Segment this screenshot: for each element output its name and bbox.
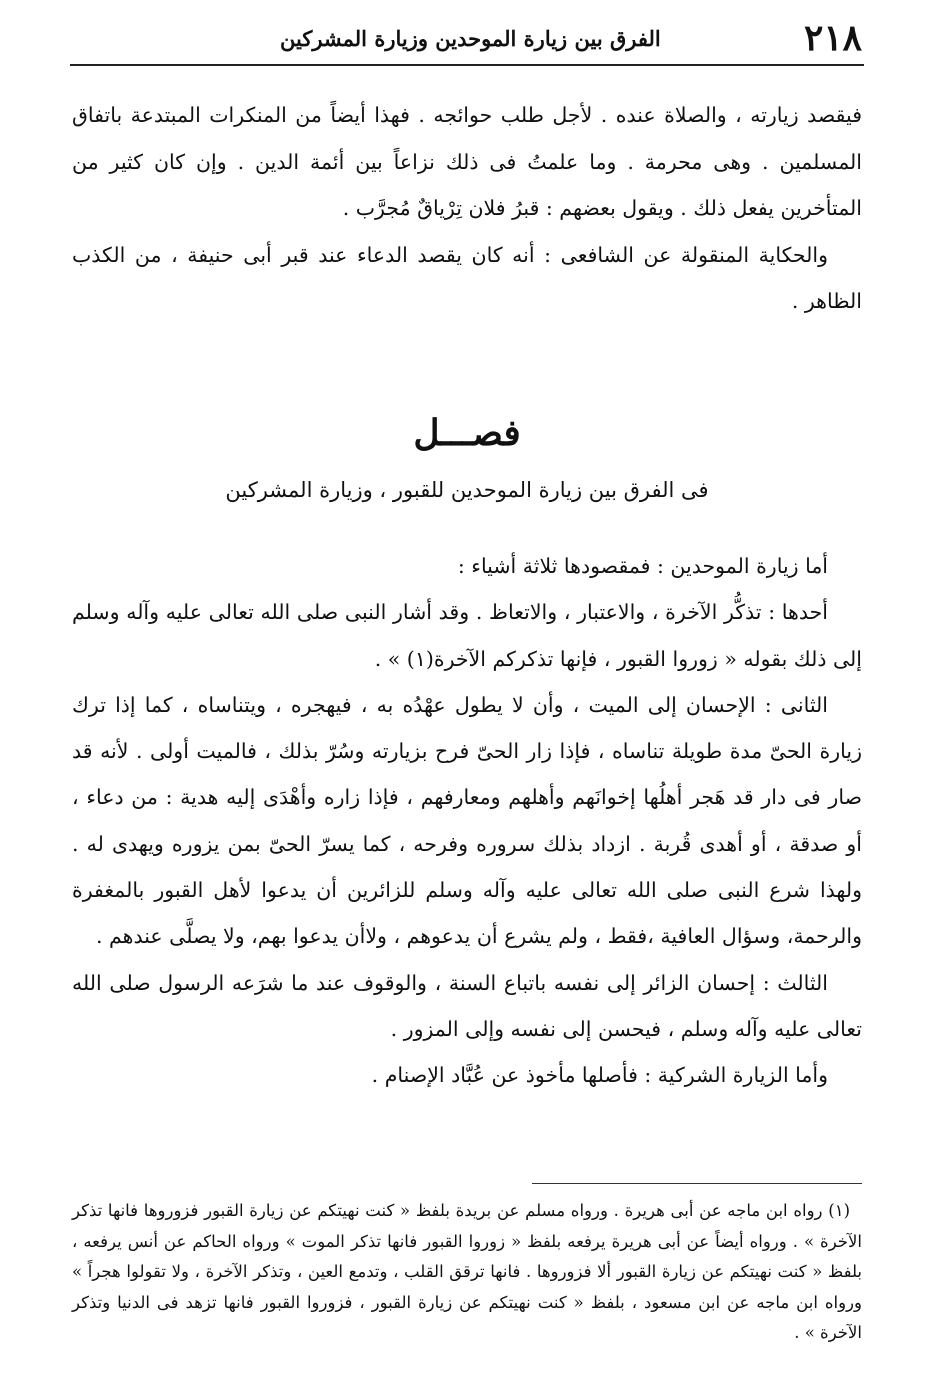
section-heading: فصـــل (413, 412, 521, 454)
section-paragraph: الثانى : الإحسان إلى الميت ، وأن لا يطول عهْدُه به ، فيهجره ، ويتناساه ، كما إذا ترك زيارة الحىّ مدة طويلة تناساه ، فإذا زار الحىّ فرح بزيارته وسُرّ بذلك ، فالميت أولى . لأنه قد صار فى دار قد هَجر أهلُها إخوانَهم وأهلهم ومعارفهم ، فإذا زاره وأهْدَى إليه هدية : من دعاء ، أو صدقة ، أو أهدى قُربة . ازداد بذلك سروره وفرحه ، كما يسرّ الحىّ بمن يزوره ويهدى له . ولهذا شرع النبى صلى الله تعالى عليه وآله وسلم للزائرين أن يدعوا لأهل القبور بالمغفرة والرحمة، وسؤال العافية ،فقط ، ولم يشرع أن يدعوهم ، ولاأن يدعوا بهم، ولا يصلَّى عندهم . (72, 692, 862, 949)
intro-paragraph: والحكاية المنقولة عن الشافعى : أنه كان يقصد الدعاء عند قبر أبى حنيفة ، من الكذب الظاهر . (72, 242, 862, 313)
intro-text (72, 92, 862, 325)
section-subheading: فى الفرق بين زيارة الموحدين للقبور ، وزيارة المشركين (225, 478, 709, 502)
section-body (72, 543, 862, 1099)
footnotes (72, 1196, 862, 1349)
intro-paragraph: فيقصد زيارته ، والصلاة عنده . لأجل طلب حوائجه . فهذا أيضاً من المنكرات المبتدعة باتفاق المسلمين . وهى محرمة . وما علمتُ فى ذلك نزاعاً بين أئمة الدين . وإن كان كثير من المتأخرين يفعل ذلك . ويقول بعضهم : قبرُ فلان تِرْياقٌ مُجرَّب . (72, 103, 862, 220)
section-paragraph: وأما الزيارة الشركية : فأصلها مأخوذ عن عُبَّاد الإصنام . (371, 1063, 828, 1088)
footnote: (١) رواه ابن ماجه عن أبى هريرة . ورواه مسلم عن بريدة بلفظ « كنت نهيتكم عن زيارة القبور فزوروها فانها تذكر الآخرة » . ورواه أيضاً عن أبى هريرة يرفعه بلفظ « زوروا القبور فانها تذكر الموت » ورواه الحاكم عن أنس يرفعه ، بلفظ « كنت نهيتكم عن زيارة القبور ألا فزوروها . فانها ترقق القلب ، وتدمع العين ، وتذكر الآخرة ، ولا تقولوا هجراً » ورواه ابن ماجه عن ابن مسعود ، بلفظ « كنت نهيتكم عن زيارة القبور ، فزوروا القبور فانها تزهد فى الدنيا وتذكر الآخرة » . (72, 1201, 862, 1342)
page-header (70, 12, 864, 66)
section-paragraph: أما زيارة الموحدين : فمقصودها ثلاثة أشياء : (457, 554, 828, 578)
section-paragraph: الثالث : إحسان الزائر إلى نفسه باتباع السنة ، والوقوف عند ما شرَعه الرسول صلى الله تعالى عليه وآله وسلم ، فيحسن إلى نفسه وإلى المزور . (72, 970, 862, 1041)
running-title: الفرق بين زيارة الموحدين وزيارة المشركين (280, 25, 661, 51)
section-paragraph: أحدها : تذكُّر الآخرة ، والاعتبار ، والاتعاظ . وقد أشار النبى صلى الله تعالى عليه وآله وسلم إلى ذلك بقوله « زوروا القبور ، فإنها تذكركم الآخرة(١) » . (72, 600, 862, 671)
footnote-divider (532, 1183, 862, 1184)
page-number: ٢١٨ (803, 17, 862, 59)
